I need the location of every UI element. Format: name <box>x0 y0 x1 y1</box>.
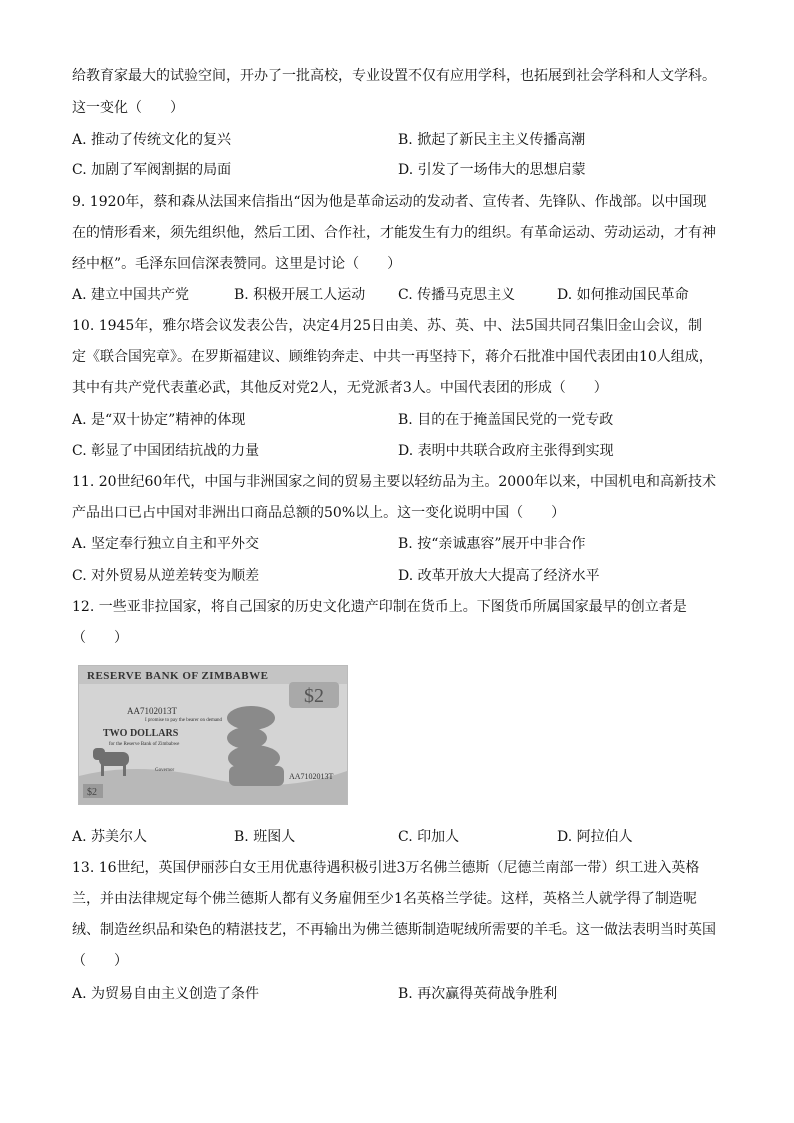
q12-option-a[interactable]: A. 苏美尔人 <box>72 829 148 845</box>
q9-stem-line-3: 经中枢”。毛泽东回信深表赞同。这里是讨论（ ） <box>72 256 402 272</box>
q11-option-c[interactable]: C. 对外贸易从逆差转变为顺差 <box>72 568 260 584</box>
q11-option-b[interactable]: B. 按“亲诚惠容”展开中非合作 <box>398 536 586 552</box>
q9-option-c[interactable]: C. 传播马克思主义 <box>398 287 516 303</box>
q10-option-d[interactable]: D. 表明中共联合政府主张得到实现 <box>398 443 614 459</box>
q9-stem-line-1: 9. 1920年，蔡和森从法国来信指出“因为他是革命运动的发动者、宣传者、先锋队、作战部。以中国现 <box>72 194 707 210</box>
banknote-amount: TWO DOLLARS <box>103 728 179 739</box>
q11-option-a[interactable]: A. 坚定奉行独立自主和平外交 <box>72 536 260 552</box>
svg-text:$2: $2 <box>87 787 97 798</box>
q8-option-c[interactable]: C. 加剧了军阀割据的局面 <box>72 162 232 178</box>
q12-option-b[interactable]: B. 班图人 <box>234 829 296 845</box>
banknote-for-bank: for the Reserve Bank of Zimbabwe <box>109 742 180 747</box>
q11-option-d[interactable]: D. 改革开放大大提高了经济水平 <box>398 568 600 584</box>
q9-option-d[interactable]: D. 如何推动国民革命 <box>557 287 689 303</box>
q9-option-a[interactable]: A. 建立中国共产党 <box>72 287 190 303</box>
banknote-serial-2: AA7102013T <box>289 772 334 781</box>
q8-stem-line-2: 这一变化（ ） <box>72 100 184 116</box>
q8-option-a[interactable]: A. 推动了传统文化的复兴 <box>72 132 232 148</box>
banknote-bank-name: RESERVE BANK OF ZIMBABWE <box>87 670 269 682</box>
q13-option-b[interactable]: B. 再次赢得英荷战争胜利 <box>398 986 558 1002</box>
q10-stem-line-3: 其中有共产党代表董必武，其他反对党2人，无党派者3人。中国代表团的形成（ ） <box>72 380 608 396</box>
q12-option-c[interactable]: C. 印加人 <box>398 829 460 845</box>
q11-stem-line-2: 产品出口已占中国对非洲出口商品总额的50%以上。这一变化说明中国（ ） <box>72 505 566 521</box>
q11-stem-line-1: 11. 20世纪60年代，中国与非洲国家之间的贸易主要以轻纺品为主。2000年以来，中国机电和高新技术 <box>72 474 716 490</box>
q13-stem-line-1: 13. 16世纪，英国伊丽莎白女王用优惠待遇积极引进3万名佛兰德斯（尼德兰南部一带）织工进入英格 <box>72 860 700 876</box>
banknote-signature-title: Governor <box>155 768 175 773</box>
q12-option-d[interactable]: D. 阿拉伯人 <box>557 829 633 845</box>
q10-option-a[interactable]: A. 是“双十协定”精神的体现 <box>72 412 246 428</box>
banknote-promise: I promise to pay the bearer on demand <box>145 718 223 723</box>
q9-stem-line-2: 在的情形看来，须先组织他，然后工团、合作社，才能发生有力的组织。有革命运动、劳动运动，才有神 <box>72 225 716 241</box>
q9-option-b[interactable]: B. 积极开展工人运动 <box>234 287 366 303</box>
q8-option-d[interactable]: D. 引发了一场伟大的思想启蒙 <box>398 162 586 178</box>
q13-stem-line-4: （ ） <box>72 953 128 969</box>
svg-text:$2: $2 <box>304 685 324 707</box>
q12-stem-line-1: 12. 一些亚非拉国家，将自己国家的历史文化遗产印制在货币上。下图货币所属国家最早的创立者是 <box>72 599 687 615</box>
q13-stem-line-2: 兰，并由法律规定每个佛兰德斯人都有义务雇佣至少1名英格兰学徒。这样，英格兰人就学得了制造呢 <box>72 891 697 907</box>
banknote-serial: AA7102013T <box>127 706 177 716</box>
q8-stem-line-1: 给教育家最大的试验空间，开办了一批高校，专业设置不仅有应用学科，也拓展到社会学科和人文学科。 <box>72 68 716 84</box>
q8-option-b[interactable]: B. 掀起了新民主主义传播高潮 <box>398 132 586 148</box>
q10-stem-line-2: 定《联合国宪章》。在罗斯福建议、顾维钧奔走、中共一再坚持下，蒋介石批准中国代表团由10人组成， <box>72 349 713 365</box>
q10-option-c[interactable]: C. 彰显了中国团结抗战的力量 <box>72 443 260 459</box>
q10-stem-line-1: 10. 1945年，雅尔塔会议发表公告，决定4月25日由美、苏、英、中、法5国共同召集旧金山会议，制 <box>72 318 702 334</box>
q13-stem-line-3: 绒、制造丝织品和染色的精湛技艺，不再输出为佛兰德斯制造呢绒所需要的羊毛。这一做法表明当时英国 <box>72 922 716 938</box>
q12-stem-line-2: （ ） <box>72 630 128 646</box>
zimbabwe-banknote-image <box>78 665 348 805</box>
q10-option-b[interactable]: B. 目的在于掩盖国民党的一党专政 <box>398 412 614 428</box>
q13-option-a[interactable]: A. 为贸易自由主义创造了条件 <box>72 986 260 1002</box>
